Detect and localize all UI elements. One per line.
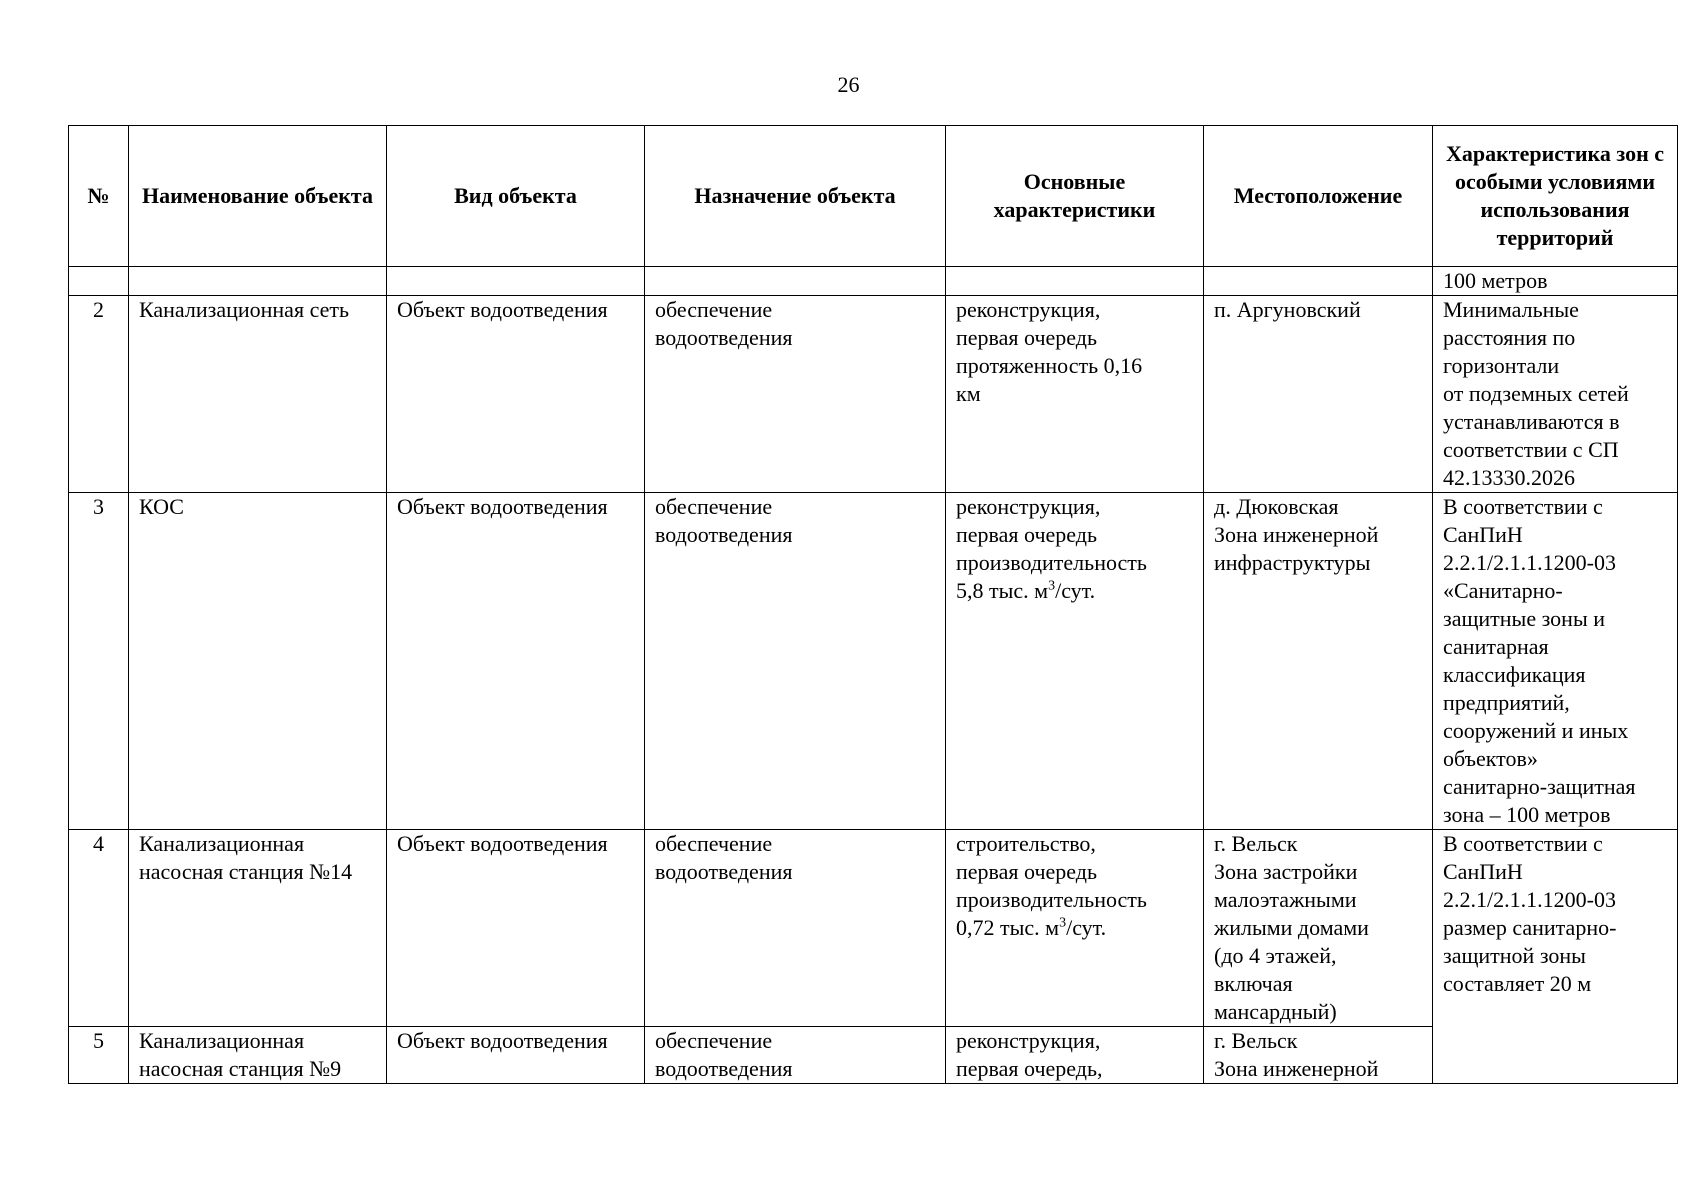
cell-line: Канализационная — [139, 1028, 305, 1053]
cell-line: насосная станция №14 — [139, 859, 353, 884]
cell-line: КОС — [139, 494, 184, 519]
cell-line: 2.2.1/2.1.1.1200-03 — [1443, 887, 1616, 912]
table-row — [69, 830, 1678, 1027]
cell-object-name — [129, 830, 387, 1027]
cell-line: Объект водоотведения — [397, 1028, 608, 1053]
cell-line: СанПиН — [1443, 859, 1523, 884]
header-object-name: Наименование объекта — [129, 126, 387, 267]
cell-line: инфраструктуры — [1214, 550, 1371, 575]
capacity-unit: /сут. — [1055, 578, 1096, 603]
cell-line: 2.2.1/2.1.1.1200-03 — [1443, 550, 1616, 575]
cell-line: расстояния по — [1443, 325, 1576, 350]
cell-zone-continuation: 100 метров — [1433, 267, 1678, 296]
cell-line: первая очередь, — [956, 1056, 1103, 1081]
cell-line: протяженность 0,16 — [956, 353, 1143, 378]
cell-object-name — [129, 1027, 387, 1084]
superscript: 3 — [1059, 915, 1067, 931]
cell-empty — [1204, 267, 1433, 296]
cell-line: обеспечение — [655, 494, 773, 519]
cell-line: объектов» — [1443, 746, 1538, 771]
cell-line: (до 4 этажей, — [1214, 943, 1337, 968]
cell-line: размер санитарно- — [1443, 915, 1617, 940]
header-number: № — [69, 126, 129, 267]
cell-line: включая — [1214, 971, 1293, 996]
cell-line-value — [956, 577, 1193, 605]
cell-line: сооружений и иных — [1443, 718, 1629, 743]
capacity-value: 5,8 тыс. м — [956, 578, 1049, 603]
cell-line: реконструкция, — [956, 297, 1101, 322]
cell-line: обеспечение — [655, 831, 773, 856]
cell-line: производительность — [956, 887, 1147, 912]
cell-location — [1204, 296, 1433, 493]
cell-line: зона – 100 метров — [1443, 802, 1611, 827]
cell-line: В соответствии с — [1443, 494, 1603, 519]
header-main-characteristics: Основные характеристики — [946, 126, 1204, 267]
table-row — [69, 296, 1678, 493]
cell-line: мансардный) — [1214, 999, 1337, 1024]
header-zone-characteristics: Характеристика зон с особыми условиями использования территорий — [1433, 126, 1678, 267]
cell-line: производительность — [956, 550, 1147, 575]
cell-line: первая очередь — [956, 522, 1097, 547]
cell-line: Канализационная — [139, 831, 305, 856]
cell-line: г. Вельск — [1214, 1028, 1298, 1053]
cell-line: водоотведения — [655, 1056, 793, 1081]
cell-object-name — [129, 493, 387, 830]
cell-line: водоотведения — [655, 859, 793, 884]
cell-characteristics — [946, 830, 1204, 1027]
cell-line: составляет 20 м — [1443, 971, 1592, 996]
cell-line: малоэтажными — [1214, 887, 1357, 912]
cell-location — [1204, 1027, 1433, 1084]
cell-line: реконструкция, — [956, 494, 1101, 519]
cell-object-purpose — [645, 493, 946, 830]
cell-object-type — [387, 296, 645, 493]
table-header-row — [69, 126, 1678, 267]
objects-table — [68, 125, 1678, 1084]
cell-line: обеспечение — [655, 1028, 773, 1053]
header-location: Местоположение — [1204, 126, 1433, 267]
cell-line: Объект водоотведения — [397, 494, 608, 519]
cell-line: «Санитарно- — [1443, 578, 1563, 603]
cell-empty — [69, 267, 129, 296]
cell-zone — [1433, 296, 1678, 493]
cell-line: предприятий, — [1443, 690, 1570, 715]
cell-number: 2 — [69, 296, 129, 493]
cell-number: 4 — [69, 830, 129, 1027]
cell-characteristics — [946, 493, 1204, 830]
cell-line: 42.13330.2026 — [1443, 465, 1575, 490]
cell-empty — [129, 267, 387, 296]
cell-location — [1204, 830, 1433, 1027]
header-object-type: Вид объекта — [387, 126, 645, 267]
page-number: 26 — [837, 72, 860, 97]
cell-line: Зона инженерной — [1214, 522, 1379, 547]
cell-line: Объект водоотведения — [397, 297, 608, 322]
cell-line: обеспечение — [655, 297, 773, 322]
cell-line: км — [956, 381, 981, 406]
cell-zone — [1433, 493, 1678, 830]
cell-line: водоотведения — [655, 325, 793, 350]
cell-line: от подземных сетей — [1443, 381, 1629, 406]
cell-empty — [645, 267, 946, 296]
cell-line: строительство, — [956, 831, 1096, 856]
cell-object-type — [387, 1027, 645, 1084]
cell-line: Канализационная сеть — [139, 297, 350, 322]
cell-line: горизонтали — [1443, 353, 1560, 378]
cell-number: 5 — [69, 1027, 129, 1084]
cell-line: д. Дюковская — [1214, 494, 1339, 519]
cell-line: п. Аргуновский — [1214, 297, 1361, 322]
table-row — [69, 493, 1678, 830]
cell-object-type — [387, 830, 645, 1027]
cell-characteristics — [946, 1027, 1204, 1084]
header-object-purpose: Назначение объекта — [645, 126, 946, 267]
cell-line: соответствии с СП — [1443, 437, 1619, 462]
cell-line: СанПиН — [1443, 522, 1523, 547]
cell-object-name — [129, 296, 387, 493]
cell-empty — [946, 267, 1204, 296]
cell-line: Зона застройки — [1214, 859, 1358, 884]
table-row-continuation — [69, 267, 1678, 296]
superscript: 3 — [1048, 578, 1056, 594]
cell-line: реконструкция, — [956, 1028, 1101, 1053]
cell-line: классификация — [1443, 662, 1586, 687]
cell-line: Минимальные — [1443, 297, 1579, 322]
cell-line: Зона инженерной — [1214, 1056, 1379, 1081]
cell-line: защитные зоны и — [1443, 606, 1605, 631]
cell-line: первая очередь — [956, 325, 1097, 350]
cell-object-purpose — [645, 830, 946, 1027]
cell-empty — [387, 267, 645, 296]
capacity-value: 0,72 тыс. м — [956, 915, 1060, 940]
cell-line-value — [956, 914, 1193, 942]
cell-location — [1204, 493, 1433, 830]
cell-object-purpose — [645, 296, 946, 493]
cell-line: санитарная — [1443, 634, 1549, 659]
cell-zone — [1433, 830, 1678, 1084]
cell-line: устанавливаются в — [1443, 409, 1620, 434]
cell-object-purpose — [645, 1027, 946, 1084]
cell-object-type — [387, 493, 645, 830]
cell-line: жилыми домами — [1214, 915, 1369, 940]
cell-line: первая очередь — [956, 859, 1097, 884]
cell-line: водоотведения — [655, 522, 793, 547]
cell-number: 3 — [69, 493, 129, 830]
cell-line: насосная станция №9 — [139, 1056, 342, 1081]
cell-line: санитарно-защитная — [1443, 774, 1636, 799]
cell-line: В соответствии с — [1443, 831, 1603, 856]
cell-line: Объект водоотведения — [397, 831, 608, 856]
cell-line: защитной зоны — [1443, 943, 1586, 968]
capacity-unit: /сут. — [1066, 915, 1107, 940]
cell-line: г. Вельск — [1214, 831, 1298, 856]
cell-characteristics — [946, 296, 1204, 493]
